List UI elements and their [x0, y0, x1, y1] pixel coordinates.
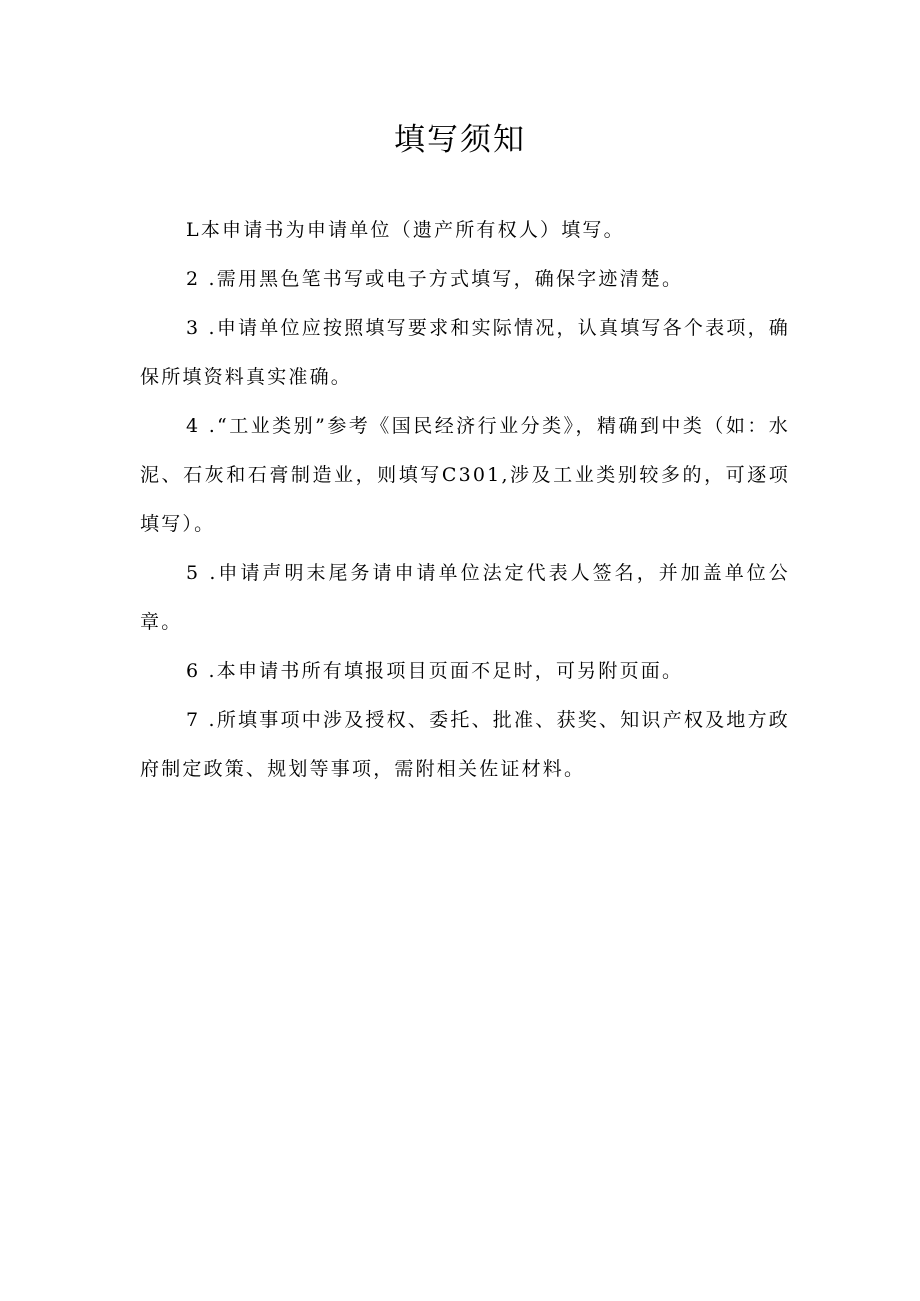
instructions-list [140, 206, 790, 794]
page-title: 填写须知 [394, 122, 526, 158]
instruction-item-7: 7 .所填事项中涉及授权、委托、批准、获奖、知识产权及地方政府制定政策、规划等事项，需附相关佐证材料。 [140, 709, 790, 780]
instruction-item-3: 3 .申请单位应按照填写要求和实际情况，认真填写各个表项，确保所填资料真实准确。 [140, 317, 790, 388]
instruction-item-5: 5 .申请声明末尾务请申请单位法定代表人签名，并加盖单位公章。 [140, 562, 790, 633]
instruction-item-2: 2 .需用黑色笔书写或电子方式填写，确保字迹清楚。 [186, 268, 684, 290]
instruction-item-1: L本申请书为申请单位（遗产所有权人）填写。 [186, 219, 625, 241]
instruction-item-4: 4 .“工业类别”参考《国民经济行业分类》，精确到中类（如：水泥、石灰和石膏制造业，则填写C301,涉及工业类别较多的，可逐项填写）。 [140, 415, 790, 535]
instruction-item-6: 6 .本申请书所有填报项目页面不足时，可另附页面。 [186, 660, 684, 682]
